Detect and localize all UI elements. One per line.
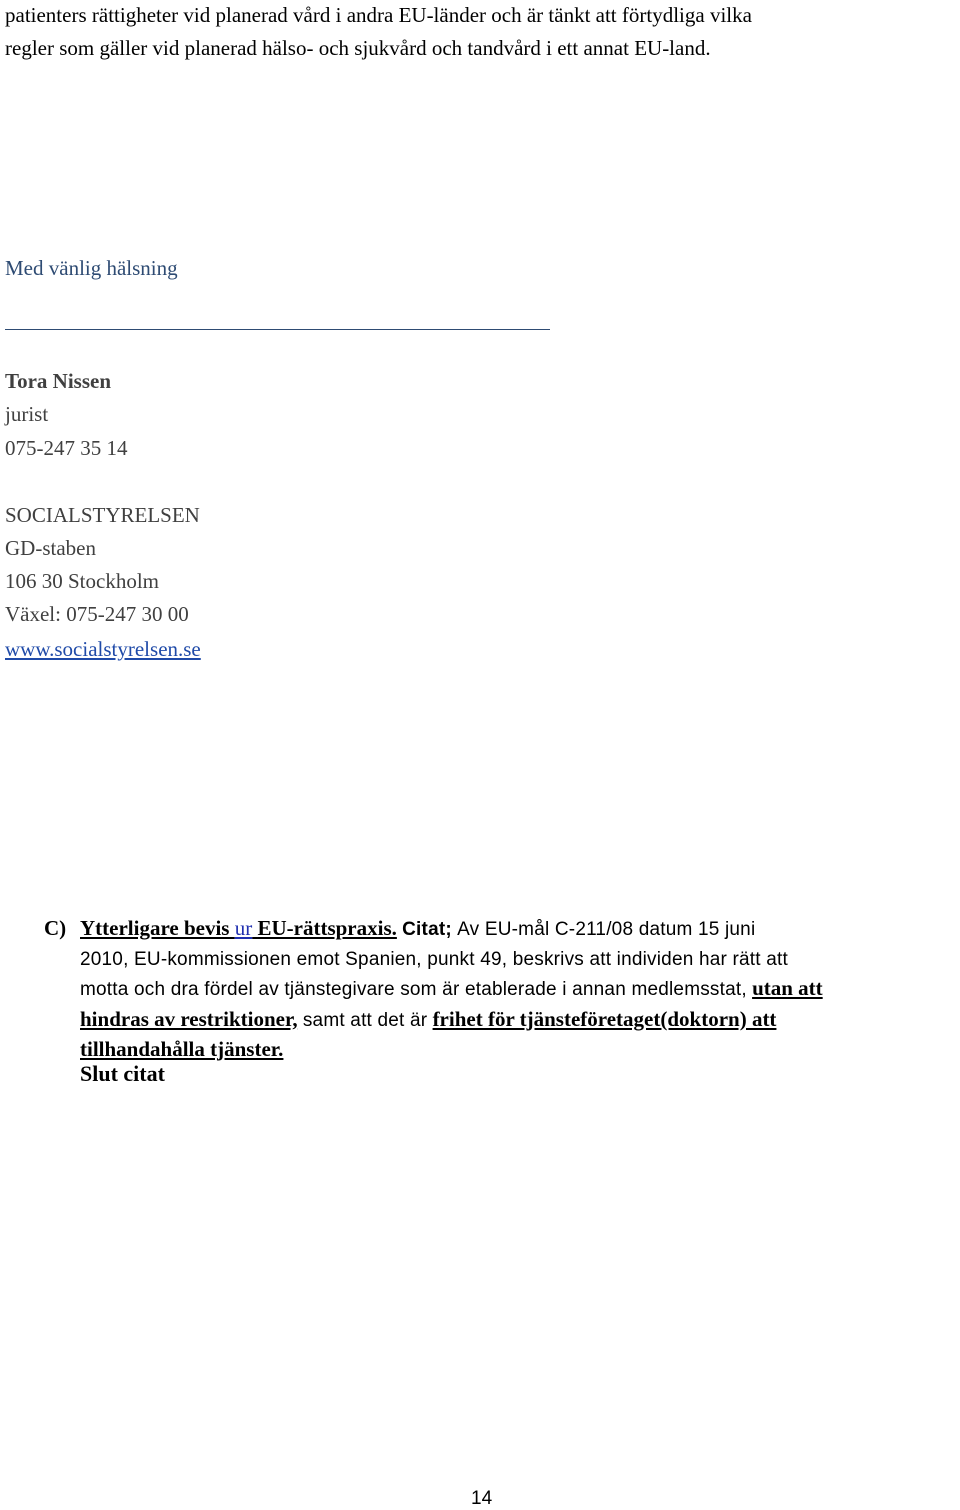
signer-name: Tora Nissen — [5, 369, 111, 393]
postal-address: 106 30 Stockholm — [5, 569, 160, 593]
paragraph-row-1 — [80, 914, 958, 945]
department-name: GD-staben — [5, 536, 96, 560]
emphasis-tillhandahalla: tillhandahålla tjänster. — [80, 1037, 284, 1061]
switchboard-phone: Växel: 075-247 30 00 — [5, 602, 189, 626]
paragraph-row-4 — [80, 1005, 958, 1036]
intro-line-2: regler som gäller vid planerad hälso- och sjukvård och tandvård i ett annat EU-land. — [5, 36, 711, 60]
paragraph-line-3: motta och dra fördel av tjänstegivare som är etablerade i annan medlemsstat, — [80, 979, 747, 1000]
paragraph-row-3 — [80, 974, 958, 1005]
intro-line-1: patienters rättigheter vid planerad vård i andra EU-länder och är tänkt att förtydliga vilka — [5, 3, 752, 27]
section-label: C) — [44, 916, 67, 940]
paragraph-row-5 — [80, 1035, 958, 1065]
page-number: 14 — [471, 1488, 493, 1509]
greeting: Med vänlig hälsning — [5, 256, 178, 280]
closing-quote: Slut citat — [80, 1061, 165, 1086]
section-heading-end: EU-rättspraxis. — [257, 916, 397, 940]
section-c-paragraph — [80, 914, 958, 1065]
organization-name: SOCIALSTYRELSEN — [5, 503, 200, 527]
paragraph-line-1: Av EU-mål C-211/08 datum 15 juni — [457, 919, 756, 940]
signer-phone: 075-247 35 14 — [5, 436, 128, 460]
section-heading: Ytterligare bevis — [80, 916, 230, 940]
paragraph-line-4: samt att det är — [302, 1009, 428, 1031]
heading-link[interactable]: ur — [234, 916, 253, 940]
signature-divider — [5, 329, 550, 330]
emphasis-utan-att: utan att — [752, 976, 823, 1000]
paragraph-line-2: 2010, EU-kommissionen emot Spanien, punkt 49, beskrivs att individen har rätt att — [80, 948, 788, 970]
website-link[interactable]: www.socialstyrelsen.se — [5, 637, 201, 661]
emphasis-hindras: hindras av restriktioner, — [80, 1006, 298, 1031]
signer-title: jurist — [5, 402, 49, 426]
emphasis-frihet: frihet för tjänsteföretaget(doktorn) att — [432, 1006, 777, 1031]
citat-label: Citat; — [402, 919, 452, 940]
